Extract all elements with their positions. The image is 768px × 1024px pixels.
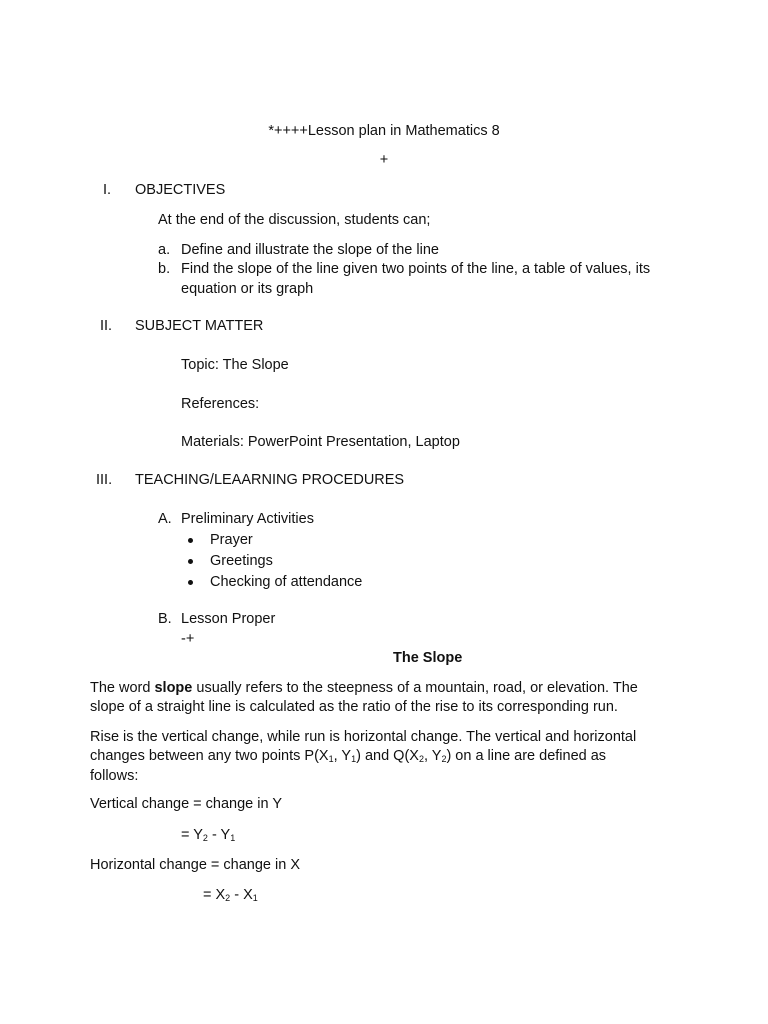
references-line: References: xyxy=(181,396,260,412)
objectives-intro: At the end of the discussion, students can; xyxy=(158,212,431,228)
objective-item-b-line1: Find the slope of the line given two points of the line, a table of values, its xyxy=(181,261,651,277)
paragraph-2-line1: Rise is the vertical change, while run is horizontal change. The vertical and horizontal xyxy=(90,729,637,745)
lesson-heading: The Slope xyxy=(393,650,463,666)
section-numeral-3: III. xyxy=(96,472,113,488)
bullet-icon xyxy=(188,580,193,585)
paragraph-1-line2: slope of a straight line is calculated as the ratio of the rise to its corresponding run. xyxy=(90,699,618,715)
stray-mark: -+ xyxy=(181,631,195,647)
objectives-heading: OBJECTIVES xyxy=(135,182,226,198)
procedure-marker-a: A. xyxy=(158,511,172,527)
paragraph-2-line3: follows: xyxy=(90,768,139,784)
vertical-change-equation: = $Y_2 - Y_1$ xyxy=(181,827,236,843)
preliminary-activities-label: Preliminary Activities xyxy=(181,511,314,527)
horizontal-change-label: Horizontal change = change in X xyxy=(90,857,300,873)
procedure-marker-b: B. xyxy=(158,611,172,627)
objective-item-b-line2: equation or its graph xyxy=(181,281,314,297)
subject-matter-heading: SUBJECT MATTER xyxy=(135,318,264,334)
bullet-item-attendance: Checking of attendance xyxy=(210,574,363,590)
document-title: *++++Lesson plan in Mathematics 8 xyxy=(268,123,500,139)
materials-line: Materials: PowerPoint Presentation, Laptop xyxy=(181,434,460,450)
procedures-heading: TEACHING/LEAARNING PROCEDURES xyxy=(135,472,405,488)
horizontal-change-equation: = $X_2 - X_1$ xyxy=(203,887,258,903)
lesson-proper-label: Lesson Proper xyxy=(181,611,276,627)
section-numeral-2: II. xyxy=(100,318,113,334)
objective-item-a: Define and illustrate the slope of the line xyxy=(181,242,439,258)
paragraph-2-line2: changes between any two points $P(X_1$, $Y_1$) and $Q(X_2$, $Y_2$) on a line are defined as xyxy=(90,748,607,764)
objective-marker-b: b. xyxy=(158,261,171,277)
bullet-icon xyxy=(188,559,193,564)
paragraph-1-line1: The word slope usually refers to the steepness of a mountain, road, or elevation. The xyxy=(90,680,638,696)
bullet-icon xyxy=(188,538,193,543)
topic-line: Topic: The Slope xyxy=(181,357,289,373)
bullet-item-prayer: Prayer xyxy=(210,532,253,548)
bullet-item-greetings: Greetings xyxy=(210,553,273,569)
vertical-change-label: Vertical change = change in Y xyxy=(90,796,282,812)
section-numeral-1: I. xyxy=(103,182,112,198)
objective-marker-a: a. xyxy=(158,242,171,258)
bold-term-slope: slope xyxy=(154,680,193,696)
plus-mark: + xyxy=(379,152,389,168)
